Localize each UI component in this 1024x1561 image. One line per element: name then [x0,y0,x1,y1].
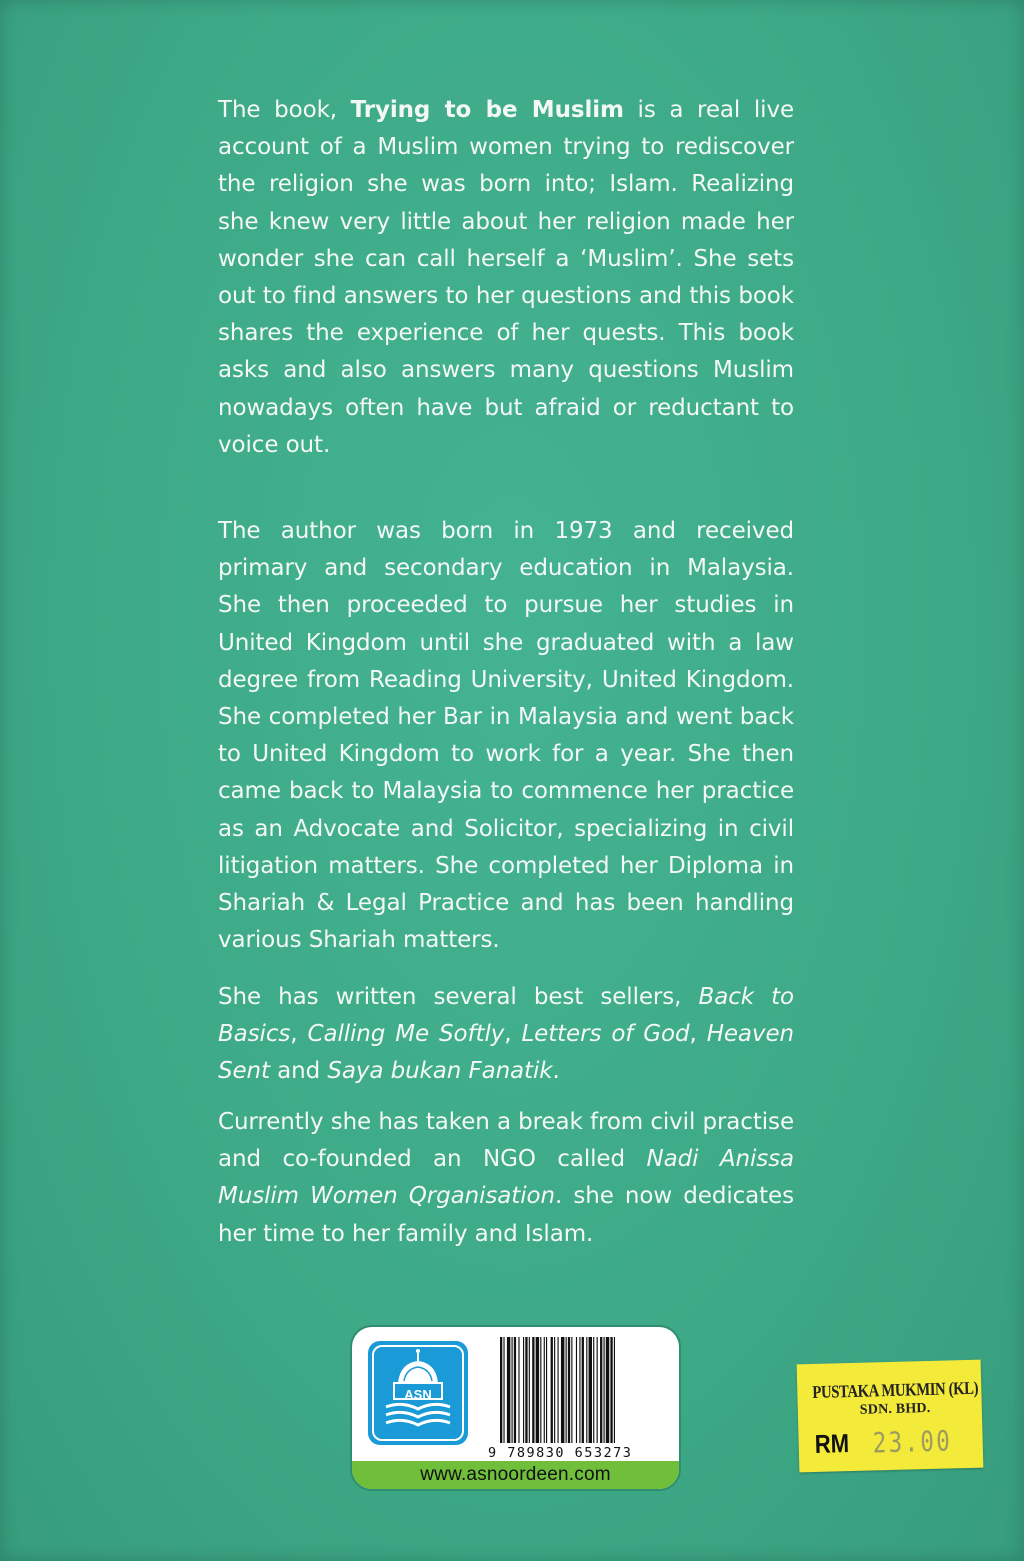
shop-name: PUSTAKA MUKMIN (KL) [812,1377,979,1403]
book-title-3: Letters of God [521,1021,690,1048]
barcode-bar [586,1337,587,1443]
barcode-bar [561,1337,564,1443]
barcode-bar [518,1337,519,1443]
ngo-name: Nadi Anissa Muslim Women Qrganisation [218,1146,794,1210]
synopsis-body: is a real live account of a Muslim women trying to rediscover the religion she was born into; Islam. Realizing she knew very little about her religion made her wonder she can call herself a ‘Muslim’. She sets out to find answers to her questions and this book shares the experience of her quests. This book asks and also answers many questions Muslim nowadays often have but afraid or reductant to voice out. [218,97,795,458]
barcode-bar [546,1337,547,1443]
barcode-bar [500,1337,502,1443]
separator: , [290,1021,308,1048]
barcode-bar [544,1337,545,1443]
current-end: . she now dedicates her time to her family and Islam. [218,1183,794,1247]
barcode-bar [536,1337,539,1443]
barcode-bar [514,1337,516,1443]
sentence-end: . [552,1058,560,1085]
barcode-bar [600,1337,602,1443]
book-title-2: Calling Me Softly [307,1021,505,1048]
barcode-bar [558,1337,559,1443]
barcode-bar [507,1337,510,1443]
synopsis-intro: The book, [218,97,351,123]
barcode-bar [532,1337,534,1443]
author-bio-paragraph [218,513,794,959]
isbn-barcode [498,1337,664,1445]
barcode-bar [579,1337,580,1443]
author-bio-text: The author was born in 1973 and received primary and secondary education in Malaysia. She then proceeded to pursue her studies in United Kingdom until she graduated with a law degree from Reading University, United Kingdom. She completed her Bar in Malaysia and went back to United Kingdom to work for a year. She then came back to Malaysia to commence her practice as an Advocate and Solicitor, specializing in civil litigation matters. She completed her Diploma in Shariah & Legal Practice and has been handling various Shariah matters. [218,518,794,954]
barcode-bar [503,1337,504,1443]
barcode-bar [568,1337,570,1443]
barcode-bar [589,1337,592,1443]
current-intro: Currently she has taken a break from civil practise and co-founded an NGO called [218,1109,794,1173]
separator: , [504,1021,522,1048]
book-title-4: Heaven Sent [218,1021,794,1085]
barcode-bar [606,1337,609,1443]
barcode-bar [523,1337,524,1443]
price-sticker [797,1360,984,1473]
barcode-bar [597,1337,598,1443]
synopsis-paragraph [218,92,794,464]
barcode-bar [529,1337,530,1443]
bestsellers-paragraph [218,979,794,1091]
barcode-bar [571,1337,572,1443]
barcode-bar [604,1337,605,1443]
isbn-digits: 9 789830 653273 [488,1445,633,1461]
publisher-url: www.asnoordeen.com [352,1461,679,1489]
barcode-bar [582,1337,584,1443]
book-title-1: Back to Basics [218,984,794,1048]
current-activity-paragraph [218,1104,794,1253]
barcode-bar [551,1337,553,1443]
barcode-bar [614,1337,615,1443]
barcode-bar [554,1337,555,1443]
barcode-bar [593,1337,594,1443]
shop-suffix: SDN. BHD. [859,1400,931,1418]
separator: , [689,1021,707,1048]
currency-label: RM [814,1428,850,1459]
barcode-bar [610,1337,612,1443]
price-value: 23.00 [872,1424,953,1460]
separator: and [269,1058,328,1085]
barcode-bar [512,1337,513,1443]
book-title: Trying to be Muslim [350,97,624,123]
publisher-logo [368,1341,468,1445]
barcode-bar [525,1337,527,1443]
barcode-bar [566,1337,567,1443]
barcode-bar [540,1337,541,1443]
logo-text: ASN [404,1387,432,1402]
barcode-bar [576,1337,577,1443]
book-title-5: Saya bukan Fanatik [327,1058,553,1085]
publisher-barcode-panel [352,1327,679,1489]
bestsellers-intro: She has written several best sellers, [218,984,699,1010]
